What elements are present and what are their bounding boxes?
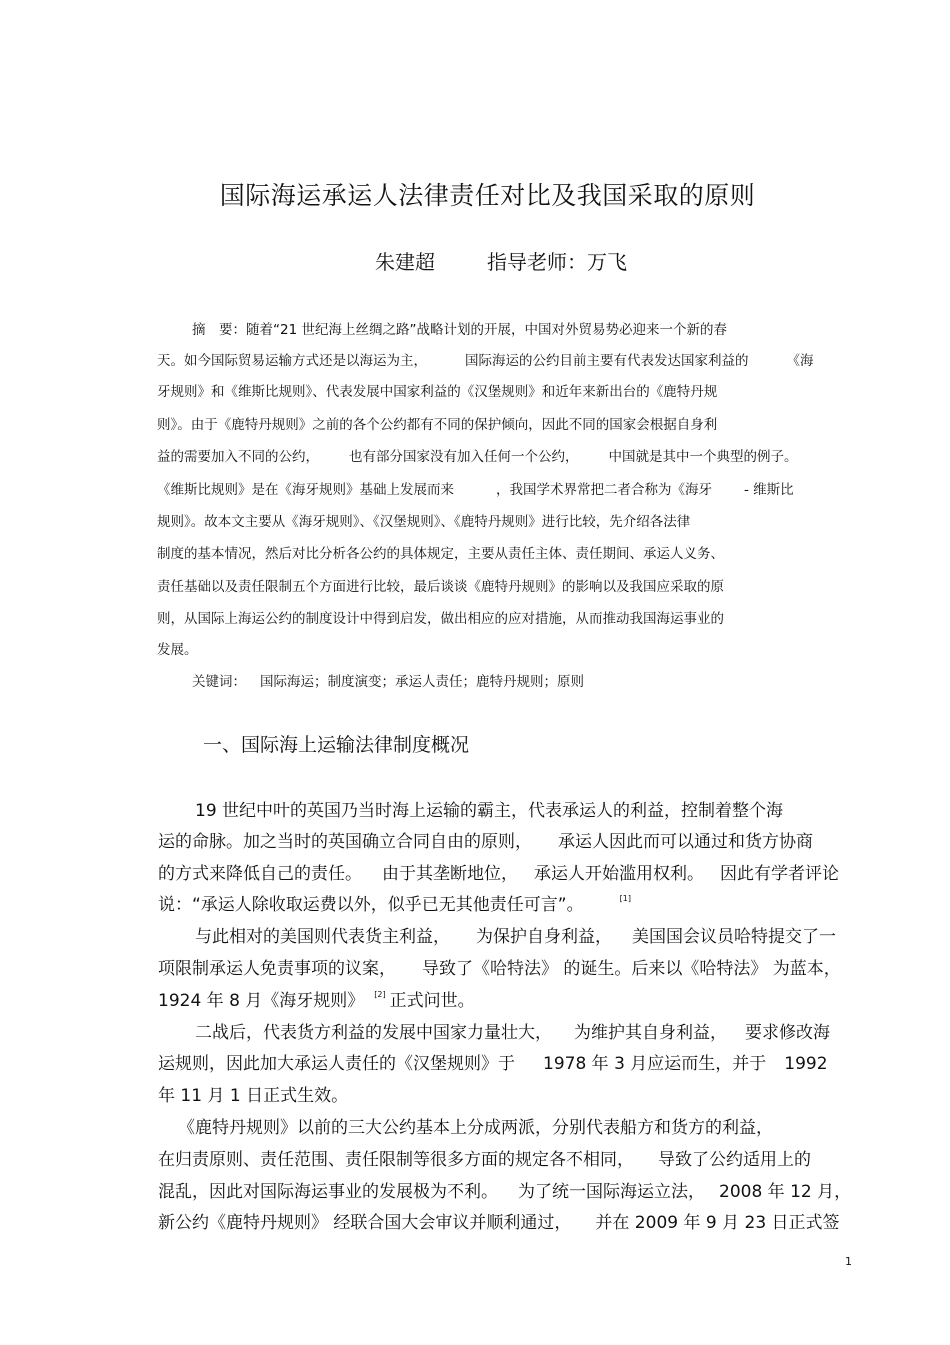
keywords-label: 关键词： — [192, 674, 246, 690]
abstract-line: 则，从国际上海运公约的制度设计中得到启发，做出相应的应对措施，从而推动我国海运事业的 — [157, 611, 724, 627]
paper-title: 国际海运承运人法律责任对比及我国采取的原则 — [219, 181, 756, 210]
abstract-line: 《维斯比规则》是在《海牙规则》基础上发展而来 ，我国学术界常把二者合称为《海牙 - 维斯比 — [157, 482, 794, 498]
abstract-line: 规则》。故本文主要从《海牙规则》、《汉堡规则》、《鹿特丹规则》进行比较，先介绍各法律 — [157, 514, 691, 530]
advisor-name: 指导老师：万飞 — [487, 250, 627, 274]
body-line: 新公约《鹿特丹规则》 经联合国大会审议并顺利通过， 并在 2009 年 9 月 23 日正式签 — [158, 1213, 840, 1233]
keywords-line — [192, 670, 584, 690]
section-heading: 一、国际海上运输法律制度概况 — [203, 734, 470, 756]
body-line: 说：“承运人除收取运费以外，似乎已无其他责任可言”。 [1] — [158, 894, 631, 915]
page-number: 1 — [845, 1255, 852, 1268]
body-line: 项限制承运人免责事项的议案， 导致了《哈特法》 的诞生。后来以《哈特法》 为蓝本， — [158, 959, 841, 979]
abstract-line: 牙规则》和《维斯比规则》、代表发展中国家利益的《汉堡规则》和近年来新出台的《鹿特丹规 — [157, 384, 718, 400]
body-line: 《鹿特丹规则》以前的三大公约基本上分成两派，分别代表船方和货方的利益， — [178, 1118, 773, 1138]
keywords-list: 国际海运；制度演变；承运人责任；鹿特丹规则；原则 — [260, 674, 584, 690]
body-line: 二战后，代表货方利益的发展中国家力量壮大， 为维护其自身利益， 要求修改海 — [195, 1023, 830, 1043]
abstract-line: 则》。由于《鹿特丹规则》之前的各个公约都有不同的保护倾向，因此不同的国家会根据自身利 — [157, 417, 718, 433]
body-line: 在归责原则、责任范围、责任限制等很多方面的规定各不相同， 导致了公约适用上的 — [158, 1150, 811, 1170]
body-line: 混乱，因此对国际海运事业的发展极为不利。 为了统一国际海运立法， 2008 年 12 月， — [158, 1182, 852, 1202]
body-line: 1924 年 8 月《海牙规则》 [2] 正式问世。 — [158, 990, 475, 1011]
body-line: 19 世纪中叶的英国乃当时海上运输的霸主，代表承运人的利益，控制着整个海 — [195, 801, 784, 821]
body-line: 与此相对的美国则代表货主利益， 为保护自身利益， 美国国会议员哈特提交了一 — [195, 927, 836, 947]
abstract-line: 益的需要加入不同的公约， 也有部分国家没有加入任何一个公约， 中国就是其中一个典型的例子。 — [157, 449, 798, 465]
abstract-line: 责任基础以及责任限制五个方面进行比较，最后谈谈《鹿特丹规则》的影响以及我国应采取的原 — [157, 579, 724, 595]
body-line: 的方式来降低自己的责任。 由于其垄断地位， 承运人开始滥用权利。 因此有学者评论 — [158, 864, 839, 884]
body-line: 运规则，因此加大承运人责任的《汉堡规则》于 1978 年 3 月应运而生，并于 1992 — [158, 1054, 828, 1074]
author-line — [375, 246, 627, 275]
citation-ref: [2] — [374, 990, 386, 999]
citation-ref: [1] — [619, 894, 631, 903]
author-name: 朱建超 — [375, 250, 435, 274]
abstract-line: 制度的基本情况，然后对比分析各公约的具体规定，主要从责任主体、责任期间、承运人义务、 — [157, 546, 724, 562]
body-line: 年 11 月 1 日正式生效。 — [158, 1086, 349, 1106]
abstract-line: 天。如今国际贸易运输方式还是以海运为主， 国际海运的公约目前主要有代表发达国家利益的 《海 — [157, 353, 814, 369]
abstract-line: 发展。 — [157, 642, 198, 658]
body-line: 运的命脉。加之当时的英国确立合同自由的原则， 承运人因此而可以通过和货方协商 — [158, 832, 813, 852]
abstract-line: 摘 要：随着“21 世纪海上丝绸之路”战略计划的开展，中国对外贸易势必迎来一个新的春 — [192, 322, 727, 338]
